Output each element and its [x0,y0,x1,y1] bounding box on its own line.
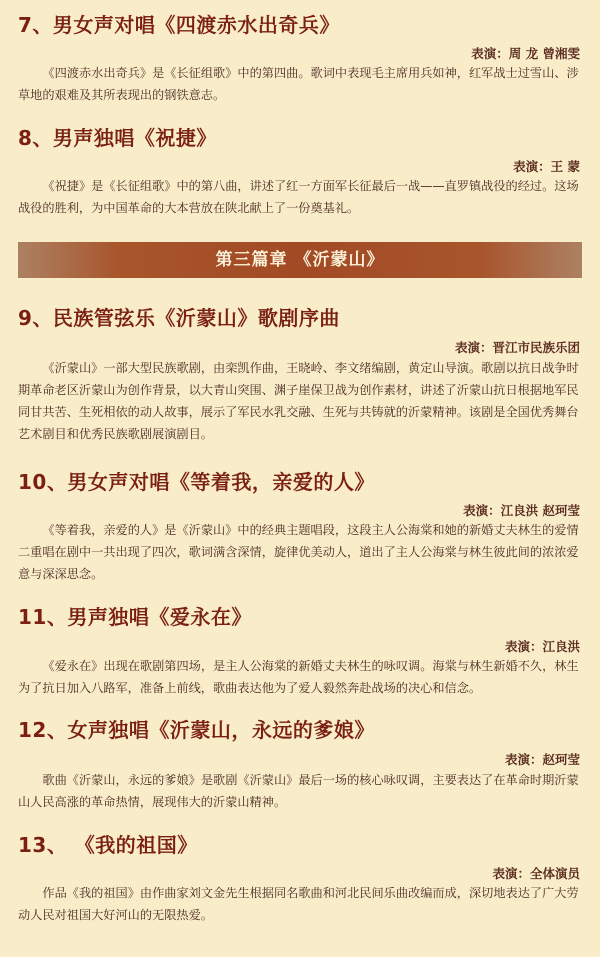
item-performer: 表演：江良洪 [504,639,580,654]
item-title: 10、男女声对唱《等着我，亲爱的人》 [18,470,375,494]
item-description: 作品《我的祖国》由作曲家刘文金先生根据同名歌曲和河北民间乐曲改编而成，深切地表达了广大劳动人民对祖国大好河山的无限热爱。 [18,886,579,922]
item-performer: 表演：晋江市民族乐团 [454,340,580,355]
item-performer: 表演：赵珂莹 [504,752,580,767]
item-description: 《爱永在》出现在歌剧第四场，是主人公海棠的新婚丈夫林生的咏叹调。海棠与林生新婚不久，林生为了抗日加入八路军，准备上前线，歌曲表达他为了爱人毅然奔赴战场的决心和信念。 [18,659,579,695]
item-performer: 表演：周 龙 曾湘雯 [471,46,580,61]
item-performer: 表演：江良洪 赵珂莹 [463,503,580,518]
item-title: 8、男声独唱《祝捷》 [18,126,217,150]
item-performer: 表演：全体演员 [492,866,580,881]
item-description: 《等着我，亲爱的人》是《沂蒙山》中的经典主题唱段，这段主人公海棠和她的新婚丈夫林生的爱情二重唱在剧中一共出现了四次，歌词满含深情，旋律优美动人，道出了主人公海棠与林生彼此间的浓浓爱意与深深思念。 [18,523,579,581]
item-title: 11、男声独唱《爱永在》 [18,605,252,629]
item-description: 《沂蒙山》一部大型民族歌剧，由栾凯作曲，王晓岭、李文绪编剧，黄定山导演。歌剧以抗日战争时期革命老区沂蒙山为创作背景，以大青山突围、渊子崖保卫战为创作素材，讲述了沂蒙山抗日根据地军民同甘共苦、生死相依的动人故事，展示了军民水乳交融、生死与共铸就的沂蒙精神。该剧是全国优秀舞台艺术剧目和优秀民族歌剧展演剧目。 [18,361,579,441]
item-performer: 表演：王 蒙 [513,159,580,174]
chapter-banner [18,242,582,278]
item-description: 《四渡赤水出奇兵》是《长征组歌》中的第四曲。歌词中表现毛主席用兵如神，红军战士过雪山、涉草地的艰难及其所表现出的钢铁意志。 [18,66,579,102]
chapter-banner-title: 第三篇章 《沂蒙山》 [215,250,385,270]
item-title: 7、男女声对唱《四渡赤水出奇兵》 [18,13,340,37]
item-title: 9、民族管弦乐《沂蒙山》歌剧序曲 [18,306,340,330]
item-description: 《祝捷》是《长征组歌》中的第八曲，讲述了红一方面军长征最后一战——直罗镇战役的经过。这场战役的胜利，为中国革命的大本营放在陕北献上了一份奠基礼。 [18,179,579,215]
item-description: 歌曲《沂蒙山，永远的爹娘》是歌剧《沂蒙山》最后一场的核心咏叹调，主要表达了在革命时期沂蒙山人民高涨的革命热情，展现伟大的沂蒙山精神。 [18,773,579,809]
item-title: 13、 《我的祖国》 [18,833,198,857]
item-title: 12、女声独唱《沂蒙山，永远的爹娘》 [18,718,375,742]
